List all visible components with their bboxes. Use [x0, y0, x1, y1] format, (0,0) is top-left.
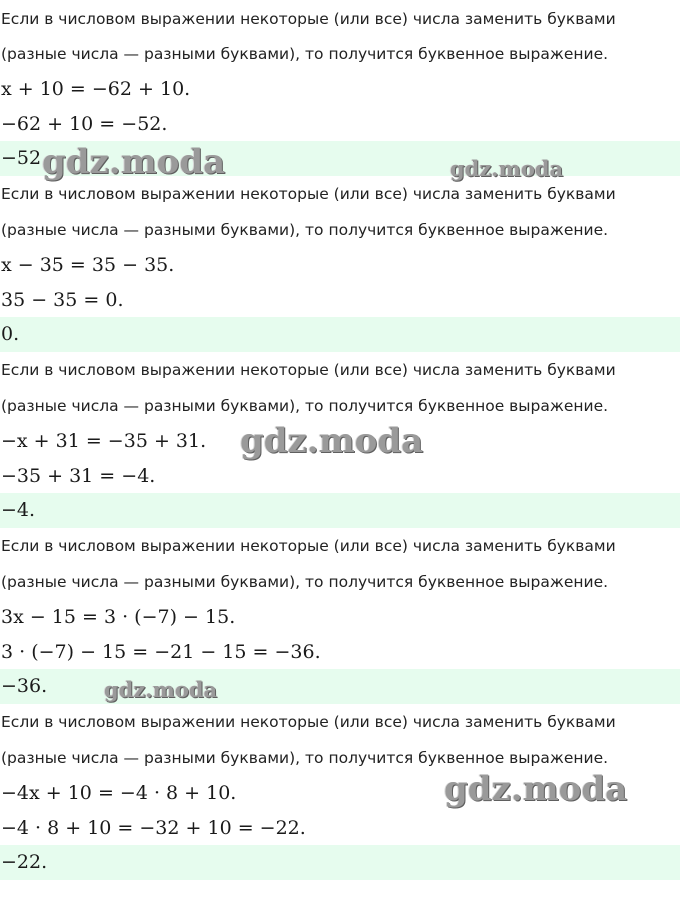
equation-step-1: 3x − 15 = 3 · (−7) − 15. — [1, 606, 236, 628]
intro-line-2: (разные числа — разными буквами), то получится буквенное выражение. — [1, 573, 609, 591]
intro-line-2: (разные числа — разными буквами), то получится буквенное выражение. — [1, 749, 609, 767]
equation-step-2: −4 · 8 + 10 = −32 + 10 = −22. — [1, 817, 306, 839]
intro-line-1: Если в числовом выражении некоторые (или все) числа заменить буквами — [1, 361, 616, 379]
answer-row: 0. — [0, 317, 680, 352]
intro-line-2: (разные числа — разными буквами), то получится буквенное выражение. — [1, 45, 609, 63]
equation-step-1: −x + 31 = −35 + 31. — [1, 430, 207, 452]
answer-row: −22. — [0, 845, 680, 880]
equation-step-2: 3 · (−7) − 15 = −21 − 15 = −36. — [1, 641, 321, 663]
equation-step-2: 35 − 35 = 0. — [1, 289, 124, 311]
intro-line-1: Если в числовом выражении некоторые (или все) числа заменить буквами — [1, 713, 616, 731]
watermark-logo: gdz.moda — [42, 142, 226, 182]
intro-line-2: (разные числа — разными буквами), то получится буквенное выражение. — [1, 221, 609, 239]
equation-step-1: x − 35 = 35 − 35. — [1, 254, 175, 276]
watermark-logo: gdz.moda — [450, 156, 564, 181]
equation-step-1: x + 10 = −62 + 10. — [1, 78, 191, 100]
intro-line-2: (разные числа — разными буквами), то получится буквенное выражение. — [1, 397, 609, 415]
watermark-logo: gdz.moda — [240, 421, 424, 461]
answer-row: −52. — [0, 141, 680, 176]
watermark-logo: gdz.moda — [444, 769, 628, 809]
equation-step-1: −4x + 10 = −4 · 8 + 10. — [1, 782, 237, 804]
answer-row: −36. — [0, 669, 680, 704]
intro-line-1: Если в числовом выражении некоторые (или все) числа заменить буквами — [1, 537, 616, 555]
equation-step-2: −62 + 10 = −52. — [1, 113, 168, 135]
equation-step-2: −35 + 31 = −4. — [1, 465, 156, 487]
intro-line-1: Если в числовом выражении некоторые (или все) числа заменить буквами — [1, 185, 616, 203]
watermark-logo: gdz.moda — [104, 677, 218, 702]
answer-row: −4. — [0, 493, 680, 528]
intro-line-1: Если в числовом выражении некоторые (или все) числа заменить буквами — [1, 10, 616, 28]
